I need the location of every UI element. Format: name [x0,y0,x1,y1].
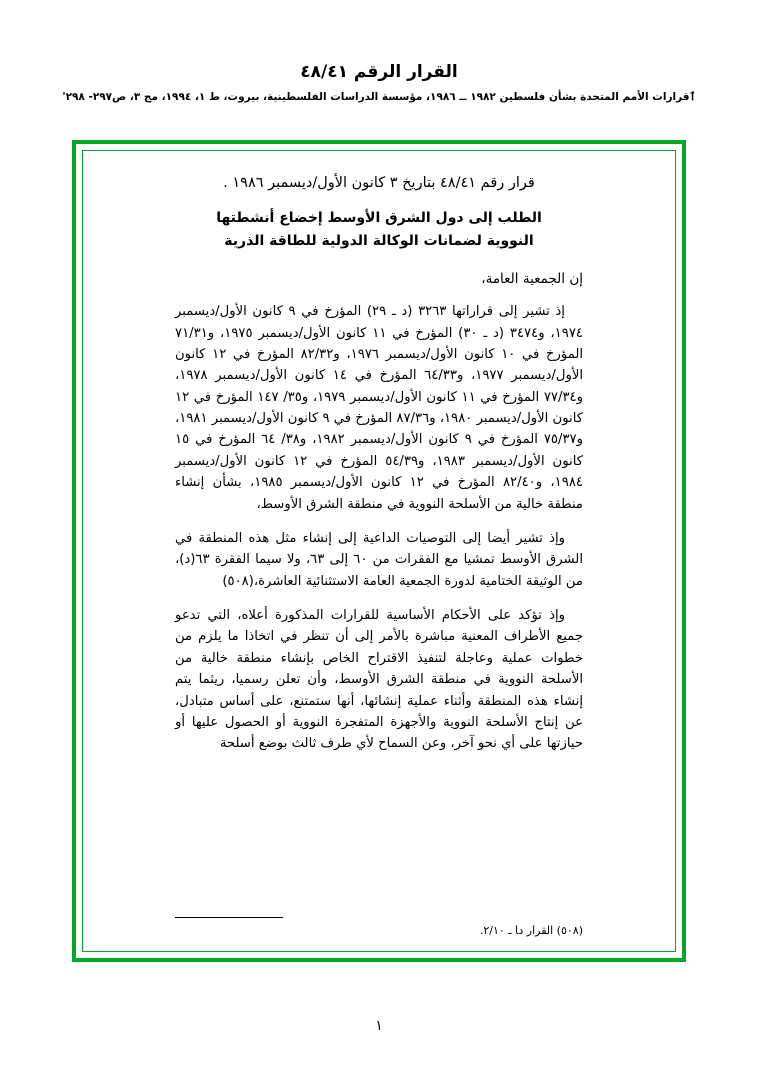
page-title: القرار الرقم ٤٨/٤١ [300,62,458,82]
page-number: ١ [375,1018,383,1034]
resolution-subject-line-1: الطلب إلى دول الشرق الأوسط إخضاع أنشطتها [216,210,542,226]
paragraph: وإذ تؤكد على الأحكام الأساسية للقرارات المذكورة أعلاه، التي تدعو جميع الأطراف المعنية مباشرة بالأمر إلى أن تنظر في اتخاذا ما يلزم من خطوات عملية وعاجلة لتنفيذ الاقتراح الخاص بإنشاء منطقة خالية من الأسلحة النووية في منطقة الشرق الأوسط، وأن تعلن رسميا، ريثما يتم إنشاء هذه المنطقة وأثناء عملية إنشائها، أنها ستمتنع، على أساس متبادل، عن إنتاج الأسلحة النووية والأجهزة المتفجرة النووية أو الحصول عليها أو حيازتها على أي نحو آخر، وعن السماح لأي طرف ثالث بوضع أسلحة [175,608,583,752]
paragraph: وإذ تشير أيضا إلى التوصيات الداعية إلى إنشاء مثل هذه المنطقة في الشرق الأوسط تمشيا مع الفقرات من ٦٠ إلى ٦٣، ولا سيما الفقرة ٦٣(د)، من الوثيقة الختامية لدورة الجمعية العامة الاستثنائية العاشرة،(٥٠٨) [175,530,583,589]
resolution-opening: إن الجمعية العامة، [481,271,583,288]
resolution-subject-line-2: النووية لضمانات الوكالة الدولية للطاقة الذرية [224,233,534,250]
source-citation: ٱقرارات الأمم المتحدة بشأن فلسطين ١٩٨٢ ــ ١٩٨٦، مؤسسة الدراسات الفلسطينية، بيروت، ط ١، ١٩٩٤، مج ٣، ص٢٩٧- ٢٩٨' [62,91,696,103]
resolution-subject [175,207,583,253]
green-border-frame [72,140,686,962]
footnote-text: (٥٠٨) القرار د‍ا ـ ٢/١٠. [479,924,583,937]
page-header [0,0,758,103]
resolution-body [82,150,676,952]
paragraph: إذ تشير إلى قراراتها ٣٢٦٣ (د ـ ٢٩) المؤرخ في ٩ كانون الأول/ديسمبر ١٩٧٤، و٣٤٧٤ (د ـ ٣٠) المؤرخ في ١١ كانون الأول/ديسمبر ١٩٧٥، و٧١/٣١ المؤرخ في ١٠ كانون الأول/ديسمبر ١٩٧٦، و٨٢/٣٢ المؤرخ في ١٢ كانون الأول/ديسمبر ١٩٧٧، و٦٤/٣٣ المؤرخ في ١٤ كانون الأول/ديسمبر ١٩٧٨، و٧٧/٣٤ المؤرخ في ١١ كانون الأول/ديسمبر ١٩٧٩، و٣٥/ ١٤٧ المؤرخ في ١٢ كانون الأول/ديسمبر ١٩٨٠، و٨٧/٣٦ المؤرخ في ٩ كانون الأول/ديسمبر ١٩٨١، و٧٥/٣٧ المؤرخ في ٩ كانون الأول/ديسمبر ١٩٨٢، و٣٨/ ٦٤ المؤرخ في ١٥ كانون الأول/ديسمبر ١٩٨٣، و٥٤/٣٩ المؤرخ في ١٢ كانون الأول/ديسمبر ١٩٨٤، و٨٢/٤٠ المؤرخ في ١٢ كانون الأول/ديسمبر ١٩٨٥، بشأن إنشاء منطقة خالية من الأسلحة النووية في منطقة الشرق الأوسط، [175,304,584,512]
resolution-reference-line: قرار رقم ٤٨/٤١ بتاريخ ٣ كانون الأول/ديسمبر ١٩٨٦ . [223,175,535,191]
footnote-divider [175,917,283,918]
footnote-area [175,917,583,937]
